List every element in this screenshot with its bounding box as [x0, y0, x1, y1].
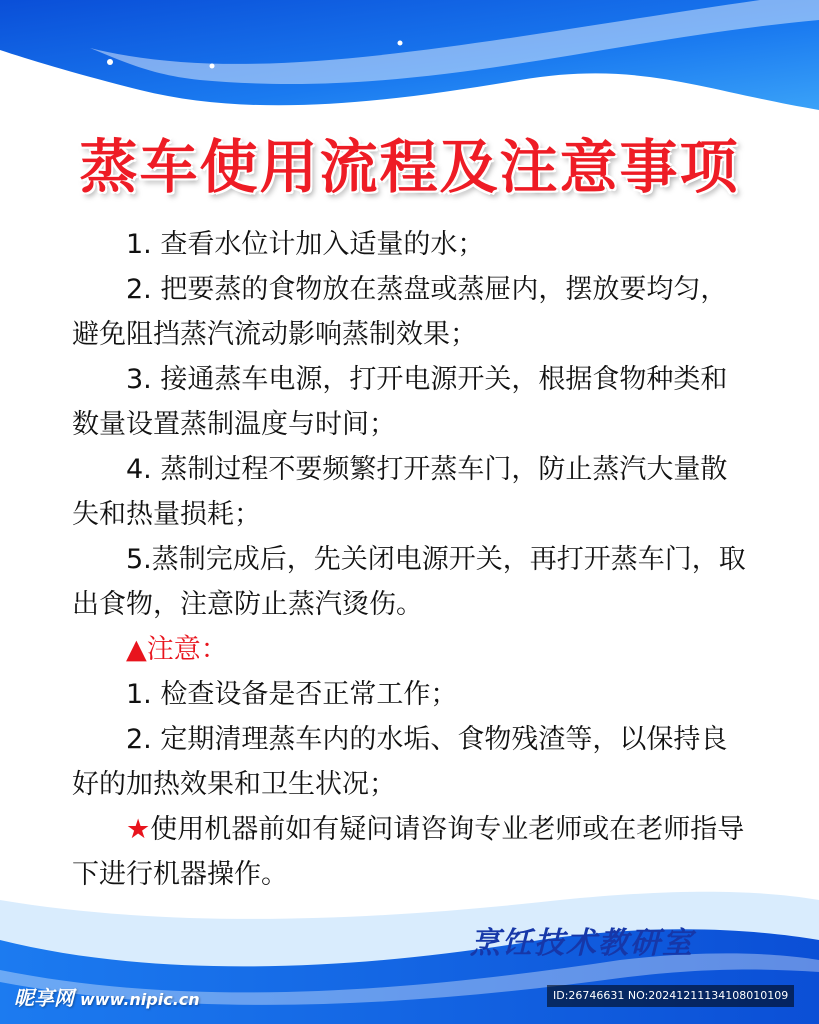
step-item: 4. 蒸制过程不要频繁打开蒸车门，防止蒸汽大量散失和热量损耗；	[72, 454, 728, 530]
advice-label: 使用机器前如有疑问请咨询专业老师或在老师指导下进行机器操作。	[72, 814, 745, 890]
image-id-badge: ID:26746631 NO:20241211134108010109	[547, 985, 794, 1007]
step-item: 1. 查看水位计加入适量的水；	[126, 229, 485, 260]
step-item: 5.蒸制完成后，先关闭电源开关，再打开蒸车门，取出食物，注意防止蒸汽烫伤。	[72, 544, 746, 620]
advice-text	[72, 807, 752, 897]
instructions-body	[72, 222, 752, 897]
star-icon: ★	[126, 814, 151, 845]
page-title: 蒸车使用流程及注意事项	[79, 133, 740, 201]
department-signature: 烹饪技术教研室	[470, 926, 694, 961]
note-item: 2. 定期清理蒸车内的水垢、食物残渣等，以保持良好的加热效果和卫生状况；	[72, 724, 728, 800]
note-heading: ▲注意：	[126, 634, 228, 665]
step-item: 3. 接通蒸车电源，打开电源开关，根据食物种类和数量设置蒸制温度与时间；	[72, 364, 728, 440]
watermark-url: www.nipic.cn	[80, 990, 200, 1009]
site-watermark	[14, 982, 200, 1011]
watermark-brand: 昵享网	[14, 986, 74, 1010]
step-item: 2. 把要蒸的食物放在蒸盘或蒸屉内，摆放要均匀，避免阻挡蒸汽流动影响蒸制效果；	[72, 274, 728, 350]
note-item: 1. 检查设备是否正常工作；	[126, 679, 458, 710]
top-wave-background	[0, 0, 819, 140]
